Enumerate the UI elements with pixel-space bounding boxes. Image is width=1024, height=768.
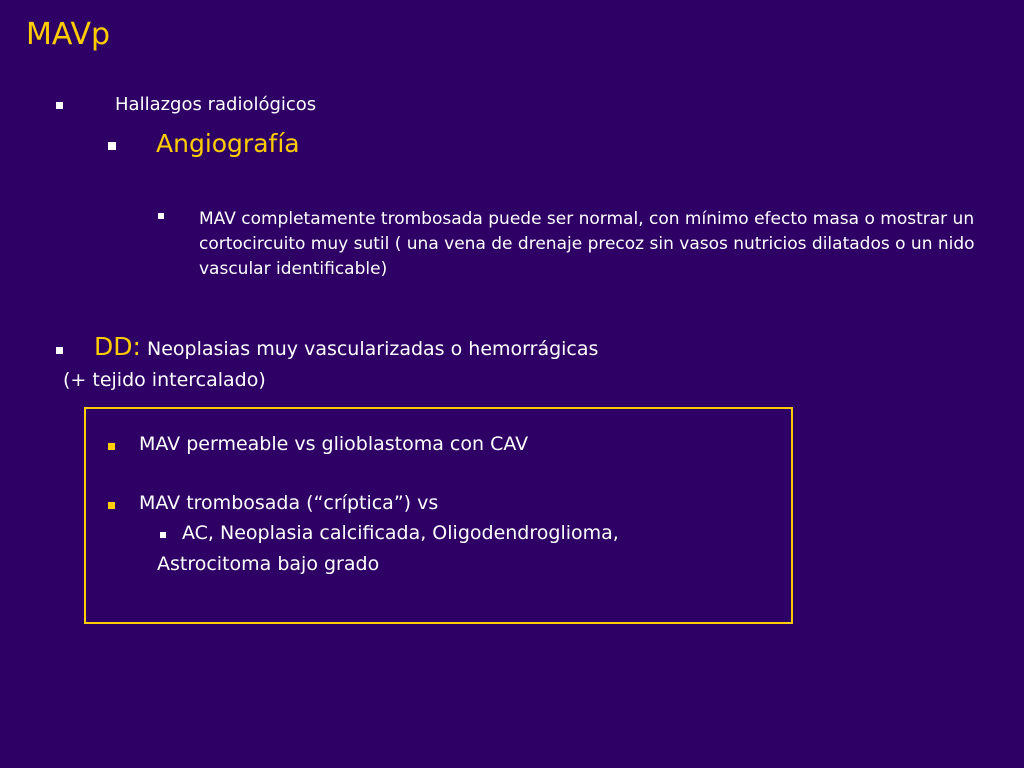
slide-title: MAVp bbox=[26, 17, 111, 52]
bullet-square-icon bbox=[108, 142, 116, 150]
dd-continuation: (+ tejido intercalado) bbox=[63, 369, 266, 391]
dd-label: DD: bbox=[94, 332, 141, 361]
dd-text: Neoplasias muy vascularizadas o hemorrágicas bbox=[140, 338, 599, 360]
bullet-square-icon bbox=[56, 347, 63, 354]
bullet-square-icon bbox=[158, 213, 164, 219]
bullet-square-icon bbox=[56, 102, 63, 109]
subbullet-angiografia: Angiografía bbox=[156, 129, 300, 158]
box-item-trombosada: MAV trombosada (“críptica”) vs bbox=[139, 492, 439, 514]
bullet-square-icon bbox=[108, 502, 115, 509]
bullet-square-icon bbox=[108, 443, 115, 450]
angiografia-detail: MAV completamente trombosada puede ser normal, con mínimo efecto masa o mostrar un cortocircuito muy sutil ( una vena de drenaje precoz sin vasos nutricios dilatados o un nido vascular identificable) bbox=[199, 209, 975, 279]
bullet-dd bbox=[94, 332, 598, 361]
box-subitem-line1: AC, Neoplasia calcificada, Oligodendroglioma, bbox=[182, 522, 619, 544]
bullet-square-icon bbox=[160, 532, 166, 538]
box-subitem-line2: Astrocitoma bajo grado bbox=[157, 553, 380, 575]
box-item-permeable: MAV permeable vs glioblastoma con CAV bbox=[139, 433, 529, 455]
bullet-hallazgos: Hallazgos radiológicos bbox=[115, 94, 317, 115]
